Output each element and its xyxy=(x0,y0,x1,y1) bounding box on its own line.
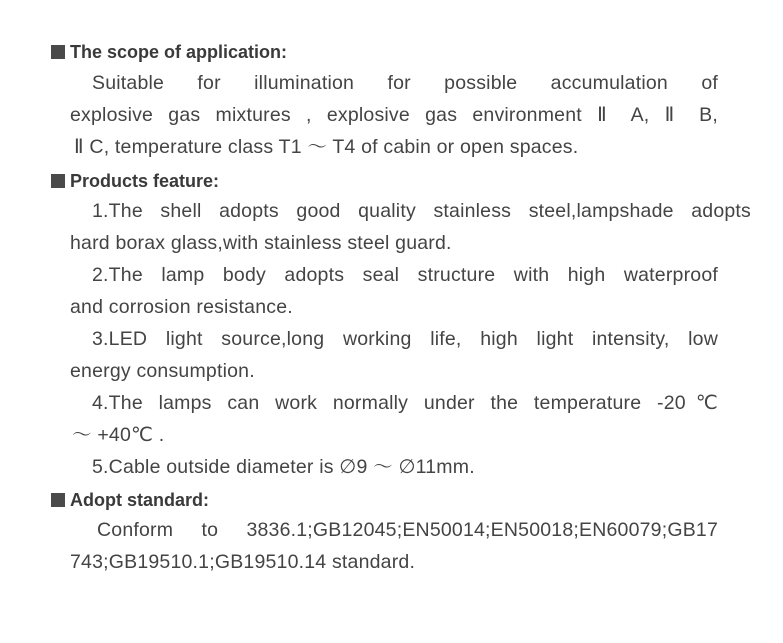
feature-line-5: 3.LED light source,long working life, high light intensity, low xyxy=(92,328,718,350)
features-heading xyxy=(51,171,219,191)
standard-line-2: 743;GB19510.1;GB19510.14 standard. xyxy=(70,551,416,573)
standard-line-1: Conform to 3836.1;GB12045;EN50014;EN50018;EN60079;GB17 xyxy=(97,519,718,541)
square-bullet-icon xyxy=(51,174,65,188)
scope-line-2: explosive gas mixtures , explosive gas environment Ⅱ A, Ⅱ B, xyxy=(70,104,718,126)
scope-line-3: Ⅱ C, temperature class T1 ～ T4 of cabin or open spaces. xyxy=(74,136,579,158)
feature-line-1: 1.The shell adopts good quality stainless steel,lampshade adopts xyxy=(92,200,751,222)
feature-line-4: and corrosion resistance. xyxy=(70,296,293,318)
square-bullet-icon xyxy=(51,493,65,507)
scope-line-1: Suitable for illumination for possible accumulation of xyxy=(92,72,718,94)
feature-line-9: 5.Cable outside diameter is ∅9 ～ ∅11mm. xyxy=(92,456,475,478)
feature-line-7: 4.The lamps can work normally under the temperature -20℃ xyxy=(92,392,718,414)
feature-line-2: hard borax glass,with stainless steel guard. xyxy=(70,232,452,254)
scope-heading-text: The scope of application: xyxy=(70,41,288,62)
square-bullet-icon xyxy=(51,45,65,59)
scope-heading xyxy=(51,42,287,62)
feature-line-6: energy consumption. xyxy=(70,360,255,382)
feature-line-8: ～ +40℃ . xyxy=(72,424,165,446)
features-heading-text: Products feature: xyxy=(70,170,220,191)
standard-heading-text: Adopt standard: xyxy=(70,489,209,510)
standard-heading xyxy=(51,490,209,510)
feature-line-3: 2.The lamp body adopts seal structure with high waterproof xyxy=(92,264,718,286)
